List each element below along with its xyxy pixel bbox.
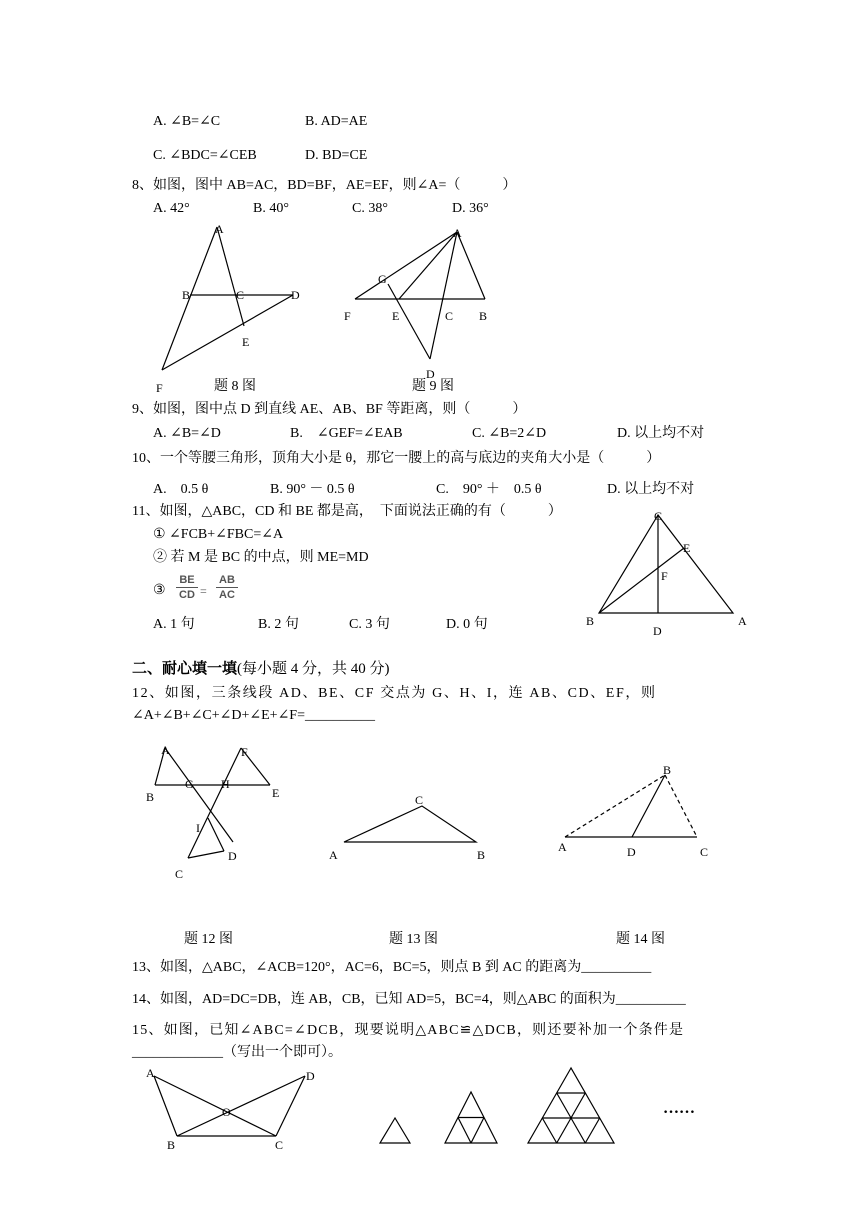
fig13-label-b: B [477,848,486,862]
q7-option-a: A. ∠B=∠C [153,114,221,129]
figure-12 [140,740,300,890]
fig11-altitude-be [599,548,684,613]
fig9-label-a: A [453,226,462,240]
fig9-line-af [355,232,457,299]
figure-14 [550,760,720,865]
q11-frac1-den: CD [179,589,195,601]
q11-stem: 11、如图，△ABC，CD 和 BE 都是高， 下面说法正确的有（ ） [132,504,562,519]
q11-item-1: ① ∠FCB+∠FBC=∠A [153,527,284,542]
q7-option-c: C. ∠BDC=∠CEB [153,148,257,163]
q10-option-b: B. 90° － 0.5 θ [270,482,355,497]
fig8-label-f: F [156,381,163,395]
fig8-line-fd [162,295,293,370]
q13: 13、如图，△ABC，∠ACB=120°，AC=6，BC=5，则点 B 到 AC 的距离为__________ [132,960,652,975]
fig15-label-b: B [167,1138,176,1152]
fig8-line-ae [217,227,244,326]
q7-option-b: B. AD=AE [305,114,368,129]
fig12-label-d: D [228,849,237,863]
q10-option-a: A. 0.5 θ [153,482,209,497]
fig11-label-e: E [683,541,691,555]
section-2-note: (每小题 4 分，共 40 分) [237,661,390,677]
fig11-label-c: C [654,509,663,523]
q11-item-3: ③ [153,583,166,598]
q9-option-b: B. ∠GEF=∠EAB [290,426,403,441]
q9-stem: 9、如图，图中点 D 到直线 AE、AB、BF 等距离，则（ ） [132,402,527,417]
section-2-title: 二、耐心填一填 [132,661,238,677]
fig15-label-o: O [222,1105,231,1119]
fig13-label-c: C [415,793,424,807]
q7-option-d: D. BD=CE [305,148,368,163]
fig13-triangle-abc [344,806,476,842]
q9-option-d: D. 以上均不对 [617,426,705,441]
pattern-2 [445,1092,497,1143]
q9-option-a: A. ∠B=∠D [153,426,221,441]
fig14-line-bd [632,775,665,837]
fig14-label-b: B [663,763,672,777]
fig11-label-f: F [661,569,668,583]
fig12-label-i: I [196,821,200,835]
figure-9 [340,222,500,382]
fig9-label-f: F [344,309,351,323]
ellipsis: …… [663,1100,695,1117]
fig9-label-d: D [426,367,435,381]
q15-line-1: 15、如图，已知∠ABC=∠DCB，现要说明△ABC≌△DCB，则还要补加一个条件是 [132,1023,685,1038]
fig15-label-d: D [306,1069,315,1083]
q11-equals: = [200,584,207,598]
pattern-1 [380,1118,410,1143]
fig9-caption: 题 9 图 [412,379,454,394]
fig14-line-bc-dashed [665,775,697,837]
fig13-label-a: A [329,848,338,862]
fig15-line-db [177,1076,305,1136]
fig9-label-b: B [479,309,488,323]
fig11-label-a: A [738,614,747,628]
fig12-line-cd [188,851,224,858]
triangle-pattern-sequence [375,1065,635,1150]
q11-fraction-ab-ac [216,574,238,601]
fig8-label-e: E [242,335,250,349]
q11-option-a: A. 1 句 [153,617,195,632]
figure-11 [580,505,760,640]
fig8-label-c: C [236,288,245,302]
fig15-label-c: C [275,1138,284,1152]
fig12-label-b: B [146,790,155,804]
figure-15 [140,1062,330,1157]
fig12-line-di [208,818,224,851]
q11-fraction-be-cd [176,574,198,601]
q8-stem: 8、如图，图中 AB=AC，BD=BF，AE=EF，则∠A=（ ） [132,178,517,193]
fig12-label-e: E [272,786,280,800]
q11-option-d: D. 0 句 [446,617,488,632]
q11-frac1-num: BE [179,574,195,586]
fig12-label-c: C [175,867,184,881]
q8-option-d: D. 36° [452,201,489,216]
q11-item-2: ② 若 M 是 BC 的中点，则 ME=MD [153,550,369,565]
q15-line-2: _____________（写出一个即可）。 [132,1045,342,1060]
fig12-caption: 题 12 图 [184,932,233,947]
fraction-bar [216,587,238,588]
q10-option-d: D. 以上均不对 [607,482,695,497]
fig9-label-e: E [392,309,400,323]
q14: 14、如图，AD=DC=DB，连 AB，CB，已知 AD=5，BC=4，则△ABC 的面积为__________ [132,992,686,1007]
q12-line-2: ∠A+∠B+∠C+∠D+∠E+∠F=__________ [132,708,375,723]
q8-option-c: C. 38° [352,201,388,216]
fig15-line-dc [276,1076,305,1136]
pattern-3 [528,1068,614,1143]
fig9-label-g: G [378,272,387,286]
fig12-label-h: H [221,777,230,791]
fig14-label-c: C [700,845,709,859]
fig8-label-a: A [215,222,224,236]
fig8-label-b: B [182,288,191,302]
fig8-label-d: D [291,288,300,302]
fig8-caption: 题 8 图 [214,379,256,394]
fig9-line-ad [430,232,457,359]
q11-frac2-num: AB [219,574,235,586]
q8-option-b: B. 40° [253,201,289,216]
fig14-label-a: A [558,840,567,854]
q9-option-c: C. ∠B=2∠D [472,426,547,441]
section-2-heading [132,660,390,678]
fig14-label-d: D [627,845,636,859]
fraction-bar [176,587,198,588]
fig12-label-a: A [161,743,170,757]
figure-13 [325,790,500,865]
fig15-label-a: A [146,1066,155,1080]
fig9-line-ab [457,232,485,299]
figure-8 [140,215,320,400]
fig11-label-b: B [586,614,595,628]
fig9-line-ae [399,232,457,299]
fig9-label-c: C [445,309,454,323]
fig12-label-g: G [185,777,194,791]
q10-option-c: C. 90° ＋ 0.5 θ [436,482,542,497]
q12-line-1: 12、如图，三条线段 AD、BE、CF 交点为 G、H、I，连 AB、CD、EF，则 [132,686,657,701]
fig14-line-ab-dashed [565,775,665,837]
q11-option-b: B. 2 句 [258,617,299,632]
q11-frac2-den: AC [219,589,235,601]
q11-option-c: C. 3 句 [349,617,390,632]
fig13-caption: 题 13 图 [389,932,438,947]
fig11-label-d: D [653,624,662,638]
q8-option-a: A. 42° [153,201,190,216]
fig14-caption: 题 14 图 [616,932,665,947]
fig12-label-f: F [241,745,248,759]
q10-stem: 10、一个等腰三角形，顶角大小是 θ，那它一腰上的高与底边的夹角大小是（ ） [132,451,661,466]
fig15-line-ac [154,1076,276,1136]
